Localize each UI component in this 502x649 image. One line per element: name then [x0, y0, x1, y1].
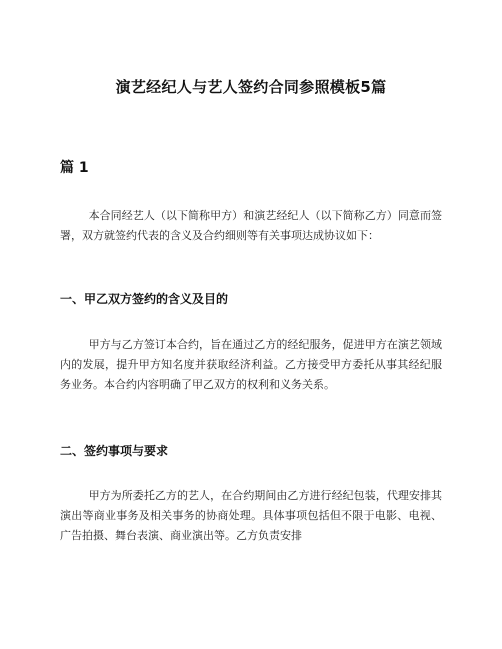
intro-paragraph: 本合同经艺人（以下简称甲方）和演艺经纪人（以下简称乙方）同意而签署，双方就签约代表的含义及合约细则等有关事项达成协议如下： [60, 209, 442, 242]
section-heading-2: 二、签约事项与要求 [60, 444, 169, 458]
section-paragraph-2: 甲方为所委托乙方的艺人，在合约期间由乙方进行经纪包装，代理安排其演出等商业事务及相关事务的协商处理。具体事项包括但不限于电影、电视、广告拍摄、舞台表演、商业演出等。乙方负责安排 [60, 489, 442, 542]
document-title: 演艺经纪人与艺人签约合同参照模板5篇 [115, 78, 387, 96]
part-title: 篇 1 [60, 160, 89, 176]
section-heading-1: 一、甲乙双方签约的含义及目的 [60, 292, 229, 306]
section-paragraph-1: 甲方与乙方签订本合约，旨在通过乙方的经纪服务，促进甲方在演艺领域内的发展，提升甲方知名度并获取经济利益。乙方接受甲方委托从事其经纪服务业务。本合约内容明确了甲乙双方的权利和义务关系。 [60, 338, 442, 391]
